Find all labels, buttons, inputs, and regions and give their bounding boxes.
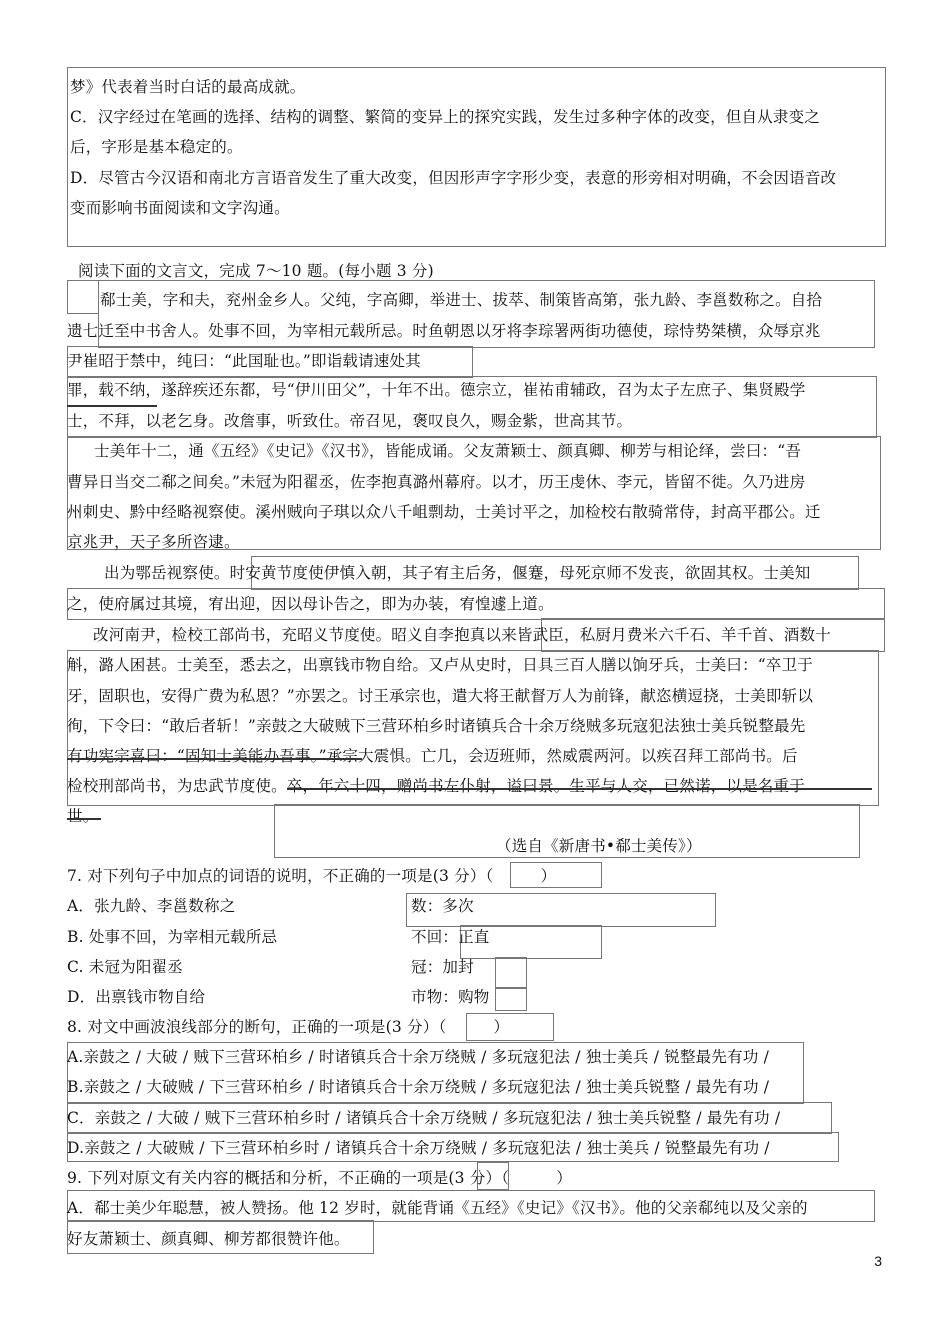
q9-option: A．郗士美少年聪慧，被人赞扬。他 12 岁时，就能背诵《五经》《史记》《汉书》。他的父亲郗纯以及父亲的 [67,1199,808,1217]
passage-line: 士美年十二，通《五经》《史记》《汉书》，皆能成诵。父友萧颖士、颜真卿、柳芳与相论绎，尝曰：“吾 [94,442,802,460]
passage-source: （选自《新唐书•郗士美传》） [496,837,702,855]
q7-option-note: 不回：正直 [411,928,490,946]
q8-option: B.亲鼓之 / 大破贼 / 下三营环柏乡 / 时诸镇兵合十余万绕贼 / 多玩寇犯法 / 独士美兵锐整 / 最先有功 / [67,1078,770,1096]
passage-line: 士，不拜，以老乞身。改詹事，听致仕。帝召见，褒叹良久，赐金紫，世高其节。 [67,412,633,430]
passage-frame [67,280,99,314]
q7-option-sentence: C. 未冠为阳翟丞 [67,958,183,976]
q7-option-note: 冠：加封 [411,958,474,976]
question-stem: 9. 下列对原文有关内容的概括和分析，不正确的一项是(3 分）（ ） [67,1169,573,1187]
note-box [495,957,527,989]
passage-line: 改河南尹，检校工部尚书，充昭义节度使。昭义自李抱真以来皆武臣，私厨月费米六千石、羊千首、酒数十 [93,626,831,644]
q8-option: C．亲鼓之 / 大破 / 贼下三营环柏乡时 / 诸镇兵合十余万绕贼 / 多玩寇犯法 / 独士美兵锐整 / 最先有功 / [67,1109,781,1127]
passage-line: 斛，潞人困甚。士美至，悉去之，出禀钱市物自给。又卢从史时，日具三百人膳以饷牙兵，士美曰：“卒卫于 [67,656,814,674]
q8-option: A.亲鼓之 / 大破 / 贼下三营环柏乡 / 时诸镇兵合十余万绕贼 / 多玩寇犯法 / 独士美兵 / 锐整最先有功 / [67,1048,770,1066]
top-line: C．汉字经过在笔画的选择、结构的调整、繁简的变异上的探究实践，发生过多种字体的改变，但自从隶变之 [70,108,820,126]
passage-line: 京兆尹，天子多所咨逮。 [67,533,240,551]
q7-option-sentence: B. 处事不回，为宰相元载所忌 [67,928,278,946]
passage-line: 检校刑部尚书，为忠武节度使。卒，年六十四，赠尚书左仆射，谥曰景。生平与人交，已然诺，以是名重于 [67,777,805,795]
instruction: 阅读下面的文言文，完成 7～10 题。(每小题 3 分) [78,262,434,280]
passage-line: 罪，载不纳，遂辞疾还东都，号“伊川田父”，十年不出。德宗立，崔祐甫辅政，召为太子左庶子、集贤殿学 [67,381,806,399]
top-line: D．尽管古今汉语和南北方言语音发生了重大改变，但因形声字字形少变，表意的形旁相对明确，不会因语音改 [70,169,837,187]
passage-line: 遗七迁至中书舍人。处事不回，为宰相元载所忌。时鱼朝恩以牙将李琮署两街功德使，琮恃势桀横，众辱京兆 [67,322,821,340]
question-stem: 7. 对下列句子中加点的词语的说明，不正确的一项是(3 分）（ ） [67,867,557,885]
top-line: 变而影响书面阅读和文字沟通。 [70,199,290,217]
passage-line: 州刺史、黔中经略视察使。溪州贼向子琪以众八千岨剽劫，士美讨平之，加检校右散骑常侍，封高平郡公。迁 [67,503,821,521]
top-line: 后，字形是基本稳定的。 [70,138,243,156]
passage-line: 郗士美，字和夫，兖州金乡人。父纯，字高卿，举进士、拔萃、制策皆高第，张九龄、李邕数称之。自拾 [100,291,823,309]
q7-option-note: 市物：购物 [411,988,490,1006]
note-box [495,987,527,1011]
top-line: 梦》代表着当时白话的最高成就。 [70,78,306,96]
passage-line: 曹异日当交二郗之间矣。”未冠为阳翟丞，佐李抱真潞州幕府。以才，历王虔休、李元，皆留不徙。久乃进房 [67,473,806,491]
passage-line: 徇，下令曰：“敢后者斩！”亲鼓之大破贼下三营环柏乡时诸镇兵合十余万绕贼多玩寇犯法独士美兵锐整最先 [67,717,806,735]
q7-option-note: 数：多次 [411,897,474,915]
q8-option: D.亲鼓之 / 大破贼 / 下三营环柏乡时 / 诸镇兵合十余万绕贼 / 多玩寇犯法 / 独士美兵 / 锐整最先有功 / [67,1139,770,1157]
passage-line: 世。 [67,807,99,825]
passage-line: 牙，固职也，安得广费为私恩？”亦罢之。讨王承宗也，遣大将王献督万人为前锋，献恣横逗挠，士美即斩以 [67,687,814,705]
q7-option-sentence: A．张九龄、李邕数称之 [67,897,236,915]
passage-line: 出为鄂岳视察使。时安黄节度使伊慎入朝，其子宥主后务，偃蹇，母死京师不发丧，欲固其权。士美知 [104,564,811,582]
wavy-underline [287,788,872,790]
passage-line: 有功宪宗喜曰：“固知士美能办吾事。”承宗大震惧。亡几，会迈班师，然威震两河。以疾召拜工部尚书。后 [67,747,798,765]
question-stem: 8. 对文中画波浪线部分的断句，正确的一项是(3 分）（ ） [67,1018,510,1036]
q7-option-sentence: D．出禀钱市物自给 [67,988,206,1006]
q9-option: 好友萧颖士、颜真卿、柳芳都很赞许他。 [67,1230,350,1248]
passage-line: 尹崔昭于禁中，纯曰：“此国耻也。”即诣载请速处其 [67,352,421,370]
wavy-underline [67,405,157,407]
wavy-underline [67,818,101,820]
passage-line: 之，使府属过其境，宥出迎，因以母讣告之，即为办装，宥惶遽上道。 [67,595,554,613]
wavy-underline [67,758,362,760]
page-number: 3 [874,1253,882,1269]
